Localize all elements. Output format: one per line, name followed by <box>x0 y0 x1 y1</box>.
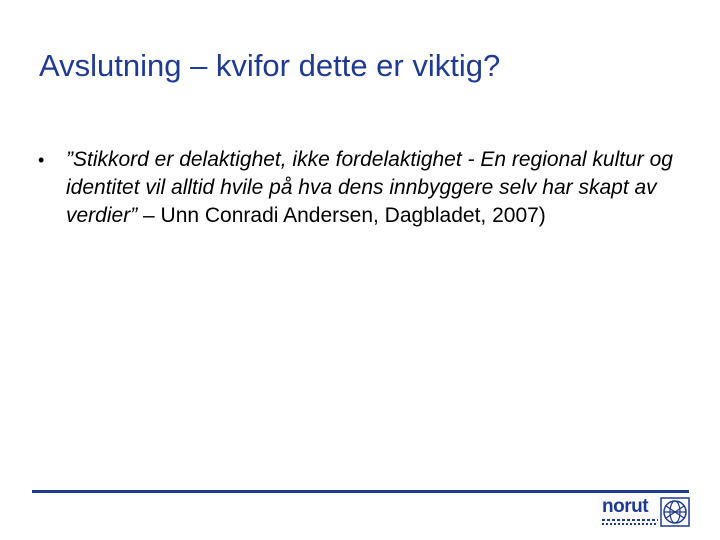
logo-tagline-graphic <box>602 519 658 521</box>
norut-logo <box>600 497 690 531</box>
slide-title: Avslutning – kvifor dette er viktig? <box>39 48 501 83</box>
logo-tagline-graphic-2 <box>602 523 658 525</box>
bullet-quote: ”Stikkord er delaktighet, ikke fordelaktighet - En regional kultur og identitet vil alltid hvile på hva dens innbyggere selv har skapt av verdier” <box>66 148 673 227</box>
globe-icon <box>660 497 690 527</box>
bullet-attribution: – Unn Conradi Andersen, Dagbladet, 2007) <box>137 204 546 227</box>
bullet-list <box>38 146 688 230</box>
logo-wordmark: norut <box>602 496 649 517</box>
footer-divider <box>32 490 689 493</box>
bullet-icon: • <box>38 150 45 170</box>
bullet-item <box>38 146 688 230</box>
